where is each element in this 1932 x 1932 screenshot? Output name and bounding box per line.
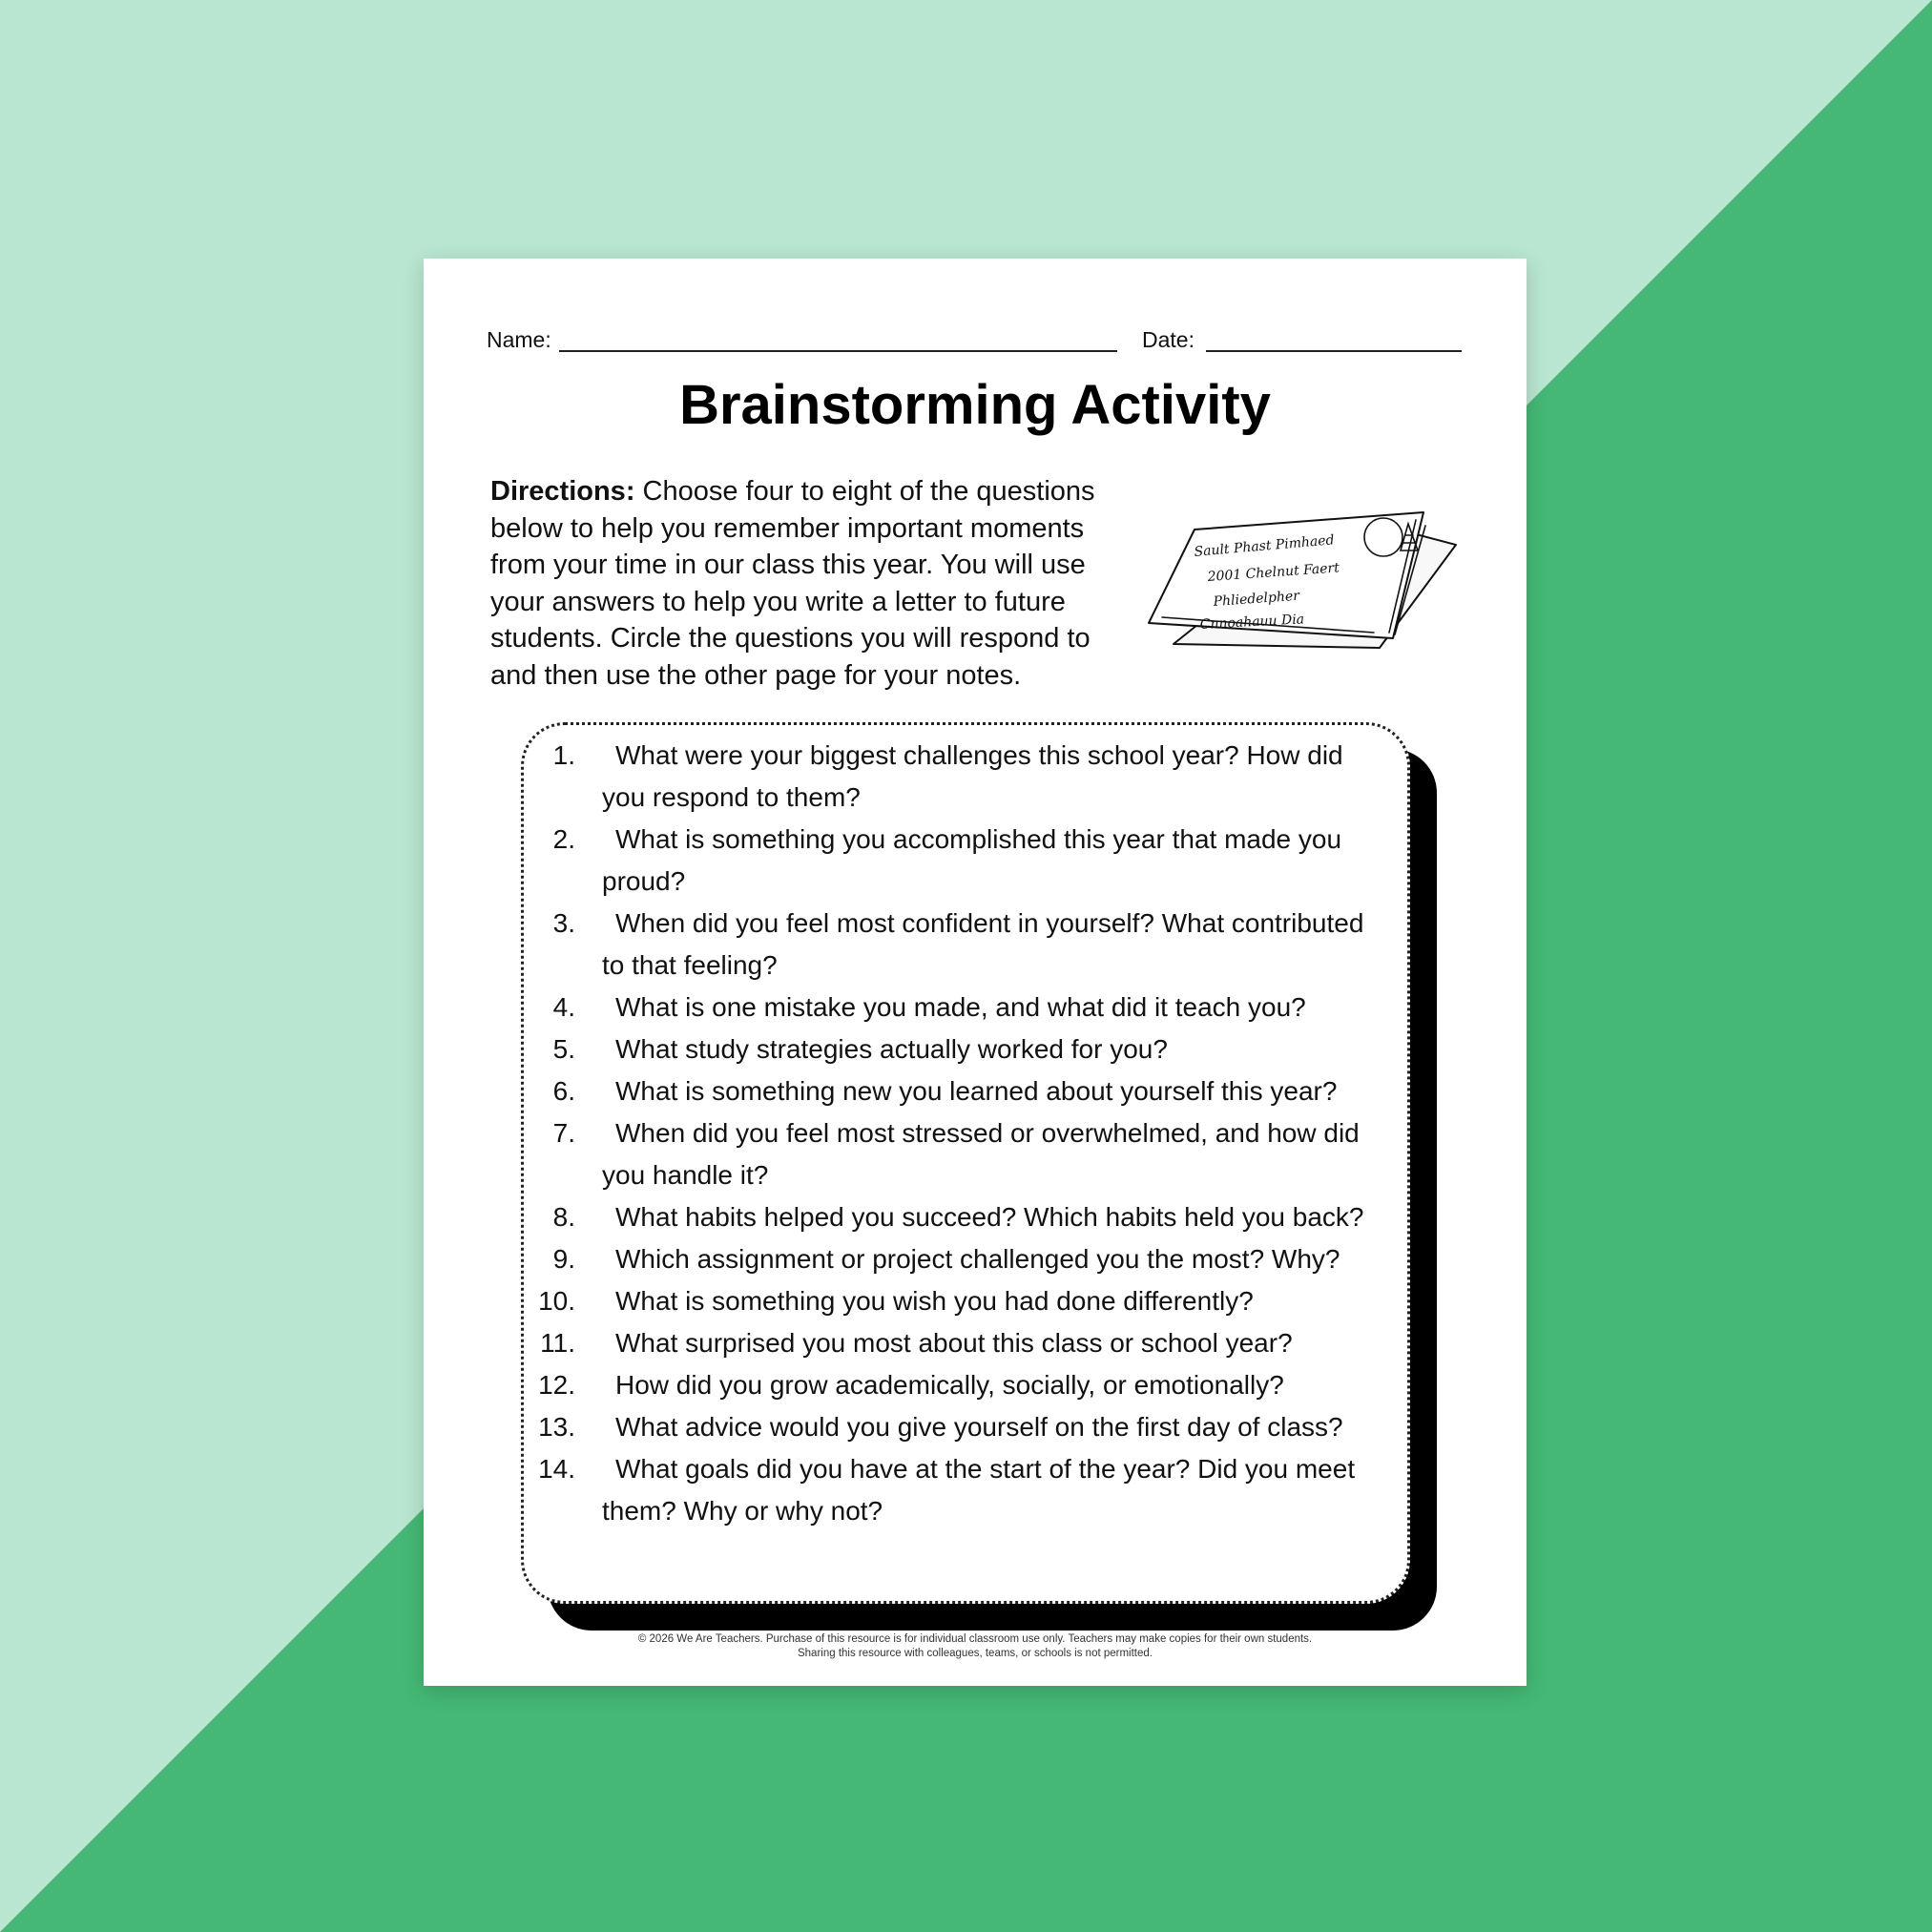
question-text: What is something new you learned about yourself this year? [615, 1076, 1338, 1106]
question-text: When did you feel most stressed or overwhelmed, and how did you handle it? [602, 1118, 1360, 1190]
question-text: What is something you wish you had done differently? [615, 1286, 1254, 1316]
question-number: 5. [552, 1034, 575, 1064]
name-label: Name: [487, 327, 551, 352]
question-number: 3. [552, 908, 575, 938]
copyright-footer [424, 1632, 1527, 1661]
question-item-5[interactable] [524, 1028, 1413, 1070]
question-item-9[interactable] [524, 1238, 1413, 1280]
svg-text:2001 Chelnut Faert: 2001 Chelnut Faert [1207, 560, 1340, 585]
svg-text:Sault Phast Pimhaed: Sault Phast Pimhaed [1193, 532, 1336, 560]
question-number: 11. [540, 1328, 575, 1358]
name-line[interactable] [559, 350, 1117, 352]
date-label: Date: [1142, 327, 1195, 352]
question-item-3[interactable] [524, 903, 1413, 987]
question-text: What advice would you give yourself on the first day of class? [615, 1412, 1343, 1442]
question-item-12[interactable] [524, 1364, 1413, 1406]
question-item-10[interactable] [524, 1280, 1413, 1322]
question-item-2[interactable] [524, 819, 1413, 903]
question-text: What is something you accomplished this year that made you proud? [602, 824, 1342, 896]
question-item-1[interactable] [524, 735, 1413, 819]
question-number: 6. [552, 1076, 575, 1106]
directions-text: Choose four to eight of the questions below to help you remember important moments from your time in our class this year. You will use your answers to help you write a letter to future students. Circle the questions you will respond to and then use the other page for your notes. [490, 476, 1095, 691]
question-item-14[interactable] [524, 1448, 1413, 1532]
question-item-13[interactable] [524, 1406, 1413, 1448]
directions-paragraph [490, 473, 1139, 694]
question-box [521, 722, 1410, 1604]
question-text: How did you grow academically, socially, or emotionally? [615, 1370, 1284, 1400]
question-item-6[interactable] [524, 1070, 1413, 1112]
question-number: 4. [552, 992, 575, 1022]
question-number: 7. [552, 1118, 575, 1148]
worksheet-page [424, 259, 1527, 1686]
page-title: Brainstorming Activity [679, 374, 1271, 436]
name-date-header [487, 320, 1464, 358]
svg-text:Cnnoahauu Dia: Cnnoahauu Dia [1199, 612, 1305, 633]
question-number: 2. [552, 824, 575, 854]
question-number: 9. [552, 1244, 575, 1274]
question-text: What surprised you most about this class or school year? [615, 1328, 1293, 1358]
question-item-8[interactable] [524, 1196, 1413, 1238]
question-text: What goals did you have at the start of the year? Did you meet them? Why or why not? [602, 1454, 1356, 1526]
footer-line-1: © 2026 We Are Teachers. Purchase of this resource is for individual classroom use only. Teachers may make copies for their own students. [637, 1633, 1313, 1645]
svg-text:Phliedelpher: Phliedelpher [1213, 588, 1300, 610]
question-item-7[interactable] [524, 1112, 1413, 1196]
question-list [524, 735, 1413, 1532]
footer-line-2: Sharing this resource with colleagues, teams, or schools is not permitted. [797, 1648, 1153, 1659]
question-number: 14. [538, 1454, 575, 1484]
question-number: 1. [552, 740, 575, 770]
question-number: 12. [538, 1370, 575, 1400]
question-text: What were your biggest challenges this school year? How did you respond to them? [602, 740, 1343, 812]
question-number: 8. [552, 1202, 575, 1232]
date-line[interactable] [1206, 350, 1462, 352]
question-text: Which assignment or project challenged you the most? Why? [615, 1244, 1340, 1274]
envelope-letter-icon [1145, 501, 1469, 663]
question-item-11[interactable] [524, 1322, 1413, 1364]
question-text: When did you feel most confident in yourself? What contributed to that feeling? [602, 908, 1364, 980]
question-text: What study strategies actually worked for you? [615, 1034, 1168, 1064]
question-number: 10. [538, 1286, 575, 1316]
question-item-4[interactable] [524, 987, 1413, 1028]
question-text: What is one mistake you made, and what did it teach you? [615, 992, 1306, 1022]
question-text: What habits helped you succeed? Which habits held you back? [615, 1202, 1364, 1232]
directions-label: Directions: [490, 476, 635, 507]
question-number: 13. [538, 1412, 575, 1442]
